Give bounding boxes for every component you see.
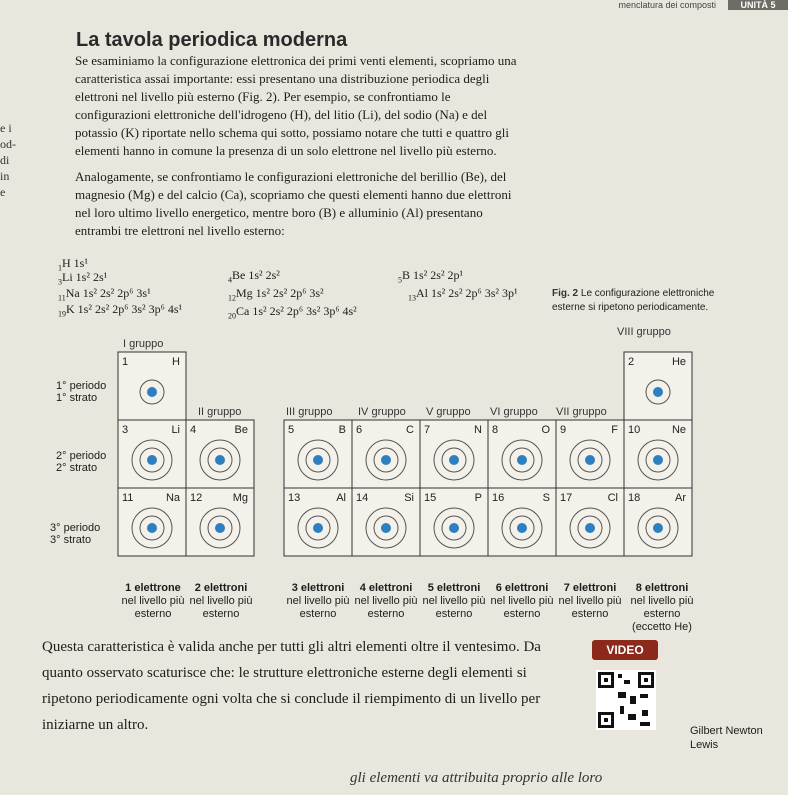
period-label-1: 1° periodo 1° strato (56, 380, 107, 404)
svg-text:15: 15 (424, 492, 437, 504)
group-header-2: II gruppo (198, 406, 242, 418)
element-cell-F (556, 420, 624, 488)
page-title: La tavola periodica moderna (76, 29, 348, 51)
footer-group-4: 4 elettroni nel livello più esterno (354, 582, 418, 620)
chapter-crumb: menclatura dei composti (618, 0, 716, 10)
svg-text:16: 16 (492, 492, 505, 504)
element-cell-O (488, 420, 556, 488)
svg-text:4: 4 (190, 424, 197, 436)
svg-text:1: 1 (122, 356, 129, 368)
config-Ca: $_{20}$Ca 1s² 2s² 2p⁶ 3s² 3p⁶ 4s² (228, 304, 357, 321)
config-list (58, 256, 538, 332)
svg-text:N: N (474, 424, 482, 436)
config-Mg: $_{12}$Mg 1s² 2s² 2p⁶ 3s² (228, 286, 324, 303)
svg-text:9: 9 (560, 424, 567, 436)
svg-text:17: 17 (560, 492, 573, 504)
svg-text:7: 7 (424, 424, 431, 436)
group-header-8: VIII gruppo (617, 326, 671, 338)
element-cell-B (284, 420, 352, 488)
group-header-1: I gruppo (123, 338, 164, 350)
element-grid (50, 336, 740, 576)
config-Al: $_{13}$Al 1s² 2s² 2p⁶ 3s² 3p¹ (408, 286, 518, 303)
svg-text:He: He (671, 356, 686, 368)
element-cell-Ne (624, 420, 692, 488)
group-header-7: VII gruppo (556, 406, 607, 418)
svg-text:10: 10 (628, 424, 641, 436)
svg-text:H: H (172, 356, 180, 368)
footer-group-6: 6 elettroni nel livello più esterno (490, 582, 554, 620)
margin-text: e i (0, 121, 12, 135)
svg-text:3: 3 (122, 424, 129, 436)
element-cell-Mg (186, 488, 254, 556)
svg-text:O: O (541, 424, 550, 436)
svg-text:P: P (474, 492, 482, 504)
svg-text:S: S (542, 492, 550, 504)
element-cell-Si (352, 488, 420, 556)
element-cell-Li (118, 420, 186, 488)
footer-group-3: 3 elettroni nel livello più esterno (286, 582, 350, 620)
svg-text:11: 11 (122, 492, 134, 504)
svg-text:F: F (611, 424, 618, 436)
margin-text: e (0, 185, 6, 199)
element-cell-Na (118, 488, 186, 556)
config-K: $_{19}$K 1s² 2s² 2p⁶ 3s² 3p⁶ 4s¹ (58, 302, 183, 319)
svg-text:12: 12 (190, 492, 203, 504)
svg-text:Ar: Ar (675, 492, 686, 504)
period-label-2: 2° periodo 2° strato (56, 450, 107, 474)
element-cell-Be (186, 420, 254, 488)
svg-text:5: 5 (288, 424, 295, 436)
closing-paragraph: Questa caratteristica è valida anche per tutti gli altri elementi oltre il ventesimo. Da quanto osservato scaturisce che: le strutture elettroniche esterne degli elementi si ripetono periodicamente ogni volta che si conclude il riempimento di un livello per iniziarne un altro. (42, 639, 541, 733)
svg-text:Li: Li (171, 424, 180, 436)
element-cell-Cl (556, 488, 624, 556)
element-cell-Ar (624, 488, 692, 556)
figure-caption (552, 287, 742, 315)
footer-group-7: 7 elettroni nel livello più esterno (558, 582, 622, 620)
qr-code-graphic (596, 670, 656, 730)
group-header-3: III gruppo (286, 406, 333, 418)
paragraph-1: Se esaminiamo la configurazione elettronica dei primi venti elementi, scopriamo una caratteristica assai importante: essi presentano una distribuzione periodica degli elettroni nel livello più esterno (Fig. 2). Per esempio, se confrontiamo le configurazioni elettroniche dell'idrogeno (H), del litio (Li), del sodio (Na) e del potassio (K) riportate nello schema qui sotto, possiamo notare che tutti e quattro gli elementi hanno in comune la presenza di un solo elettrone nel livello più esterno. (75, 53, 517, 158)
config-Na: $_{11}$Na 1s² 2s² 2p⁶ 3s¹ (58, 286, 151, 303)
svg-text:Cl: Cl (607, 492, 618, 504)
unit-badge: UNITÀ 5 (728, 0, 788, 10)
period-label-3: 3° periodo 3° strato (50, 522, 101, 546)
group-header-6: VI gruppo (490, 406, 538, 418)
qr-code-icon[interactable] (596, 670, 656, 730)
element-cell-N (420, 420, 488, 488)
footer-group-1: 1 elettrone nel livello più esterno (121, 582, 185, 620)
element-cell-P (420, 488, 488, 556)
svg-text:Si: Si (404, 492, 414, 504)
margin-text: od- (0, 137, 16, 151)
paragraph-2: Analogamente, se confrontiamo le configurazioni elettroniche del berillio (Be), del magnesio (Mg) e del calcio (Ca), scopriamo che questi elementi hanno due elettroni nel loro ultimo livello energetico, mentre boro (B) e alluminio (Al) presentano entrambi tre elettroni nel livello esterno: (75, 169, 512, 238)
caption-text: Le configurazione elettroniche esterne si ripetono periodicamente. (552, 288, 715, 313)
svg-text:6: 6 (356, 424, 363, 436)
margin-text: di (0, 153, 10, 167)
svg-text:C: C (406, 424, 414, 436)
page-header (528, 0, 788, 10)
periodic-table-figure (50, 326, 740, 636)
continuation-text: gli elementi va attribuita proprio alle loro (350, 770, 603, 786)
svg-text:Ne: Ne (671, 424, 686, 436)
config-Li: $_3$Li 1s² 2s¹ (58, 270, 108, 287)
figure-number: Fig. 2 (552, 288, 579, 299)
svg-text:Al: Al (336, 492, 346, 504)
config-B: $_5$B 1s² 2s² 2p¹ (398, 268, 464, 285)
svg-text:Be: Be (234, 424, 248, 436)
svg-text:8: 8 (492, 424, 499, 436)
svg-text:18: 18 (628, 492, 641, 504)
footer-group-5: 5 elettroni nel livello più esterno (422, 582, 486, 620)
video-button[interactable]: VIDEO (592, 640, 658, 660)
left-margin-fragments (0, 120, 50, 200)
svg-text:13: 13 (288, 492, 301, 504)
svg-text:Na: Na (165, 492, 180, 504)
group-header-4: IV gruppo (358, 406, 406, 418)
element-cell-H (118, 352, 186, 420)
svg-text:14: 14 (356, 492, 369, 504)
author-label: Gilbert Newton Lewis (690, 725, 763, 751)
group-header-5: V gruppo (426, 406, 471, 418)
svg-text:2: 2 (628, 356, 635, 368)
element-cell-S (488, 488, 556, 556)
svg-text:B: B (338, 424, 346, 436)
config-Be: $_4$Be 1s² 2s² (228, 268, 280, 285)
footer-group-8: 8 elettroni nel livello più esterno (eccetto He) (630, 582, 694, 633)
element-cell-Al (284, 488, 352, 556)
element-cell-He (624, 352, 692, 420)
config-H: $_1$H 1s¹ (58, 256, 88, 273)
svg-text:Mg: Mg (232, 492, 248, 504)
element-cell-C (352, 420, 420, 488)
margin-text: in (0, 169, 10, 183)
footer-group-2: 2 elettroni nel livello più esterno (189, 582, 253, 620)
